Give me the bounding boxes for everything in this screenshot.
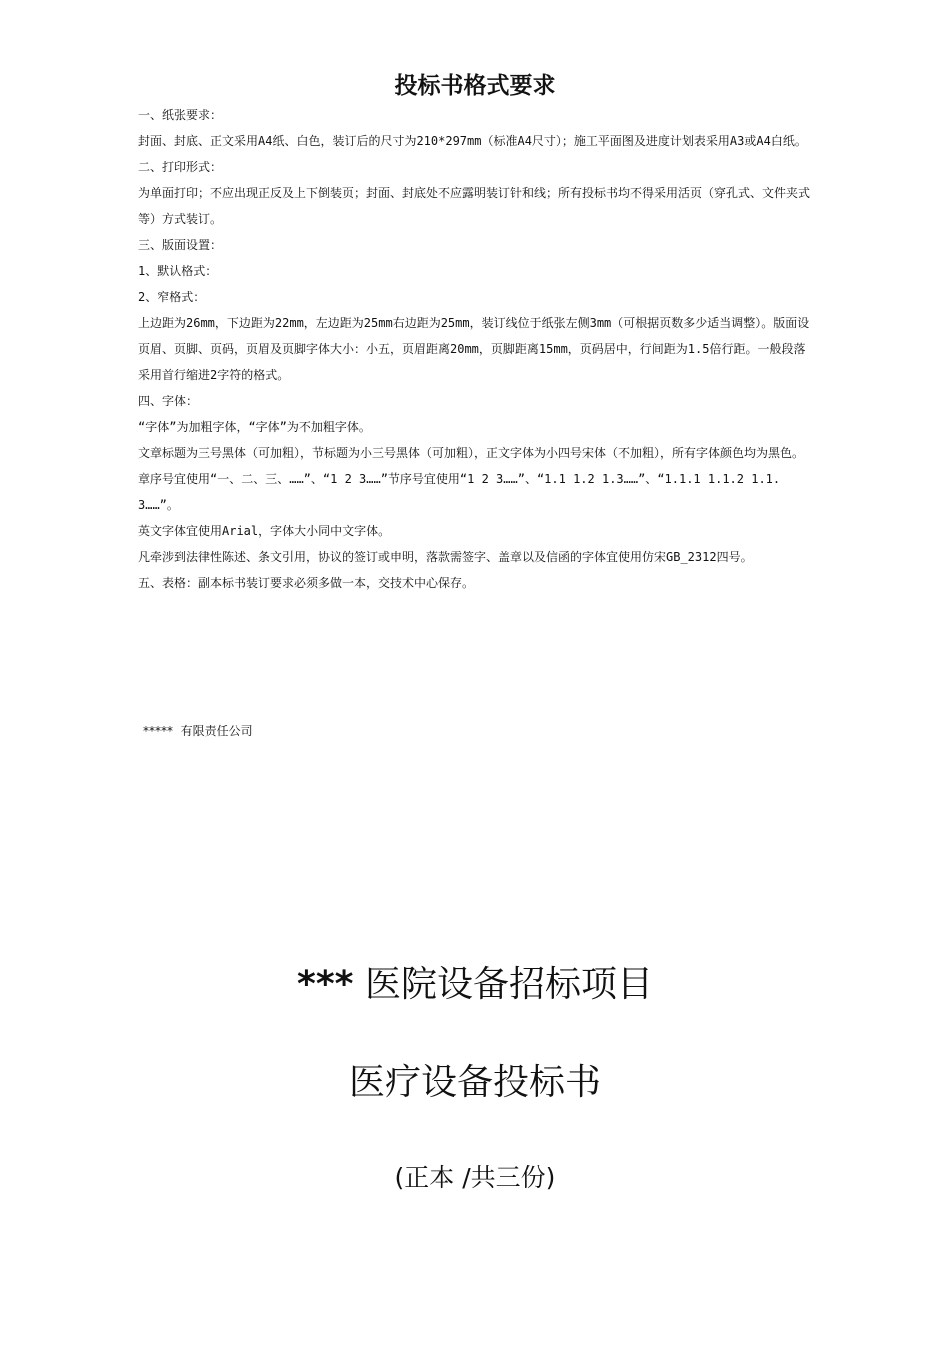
paragraph-paper: 封面、封底、正文采用A4纸、白色，装订后的尺寸为210*297mm（标准A4尺寸）；施工平面图及进度计划表采用A3或A4白纸。 <box>138 134 807 148</box>
section-heading-print: 二、打印形式： <box>138 160 223 174</box>
paragraph-margins: 上边距为26mm，下边距为22mm，左边距为25mm右边距为25mm，装订线位于纸张左侧3mm（可根据页数多少适当调整）。版面设页眉、页脚、页码，页眉及页脚字体大小：小五，页眉距离20mm，页脚距离15mm，页码居中，行间距为1.5倍行距。一般段落采用首行缩进2字符的格式。 <box>138 316 810 382</box>
section-heading-font: 四、字体： <box>138 394 199 408</box>
section-heading-paper: 一、纸张要求： <box>138 108 223 122</box>
paragraph-font-bold: “字体”为加粗字体，“字体”为不加粗字体。 <box>138 420 371 434</box>
section-heading-layout: 三、版面设置： <box>138 238 223 252</box>
cover-copy-note: (正本 /共三份) <box>394 1163 556 1192</box>
paragraph-legal-font: 凡牵涉到法律性陈述、条文引用，协议的签订或申明，落款需签字、盖章以及信函的字体宜使用仿宋GB_2312四号。 <box>138 550 753 564</box>
item-narrow-format: 2、窄格式： <box>138 290 206 304</box>
cover-project-title <box>0 960 950 1010</box>
page-title: 投标书格式要求 <box>394 73 556 99</box>
item-default-format: 1、默认格式： <box>138 264 218 278</box>
cover-document-title: 医疗设备投标书 <box>348 1062 601 1103</box>
section-heading-tables: 五、表格：副本标书装订要求必须多做一本，交技术中心保存。 <box>138 576 475 590</box>
paragraph-font-sizes: 文章标题为三号黑体（可加粗），节标题为小三号黑体（可加粗），正文字体为小四号宋体（不加粗），所有字体颜色均为黑色。章序号宜使用“一、二、三、……”、“1 2 3……”节序号宜使用“1 2 3……”、“1.1 1.2 1.3……”、“1.1.1 1.1.2 1.1.3……”。 <box>138 446 805 512</box>
paragraph-print: 为单面打印；不应出现正反及上下倒装页；封面、封底处不应露明装订针和线；所有投标书均不得采用活页（穿孔式、文件夹式等）方式装订。 <box>138 186 811 226</box>
project-name: 医院设备招标项目 <box>353 964 653 1005</box>
project-prefix: *** <box>297 964 354 1005</box>
company-name: ***** 有限责任公司 <box>143 724 253 738</box>
requirements-text <box>138 102 814 596</box>
paragraph-english-font: 英文字体宜使用Arial，字体大小同中文字体。 <box>138 524 391 538</box>
